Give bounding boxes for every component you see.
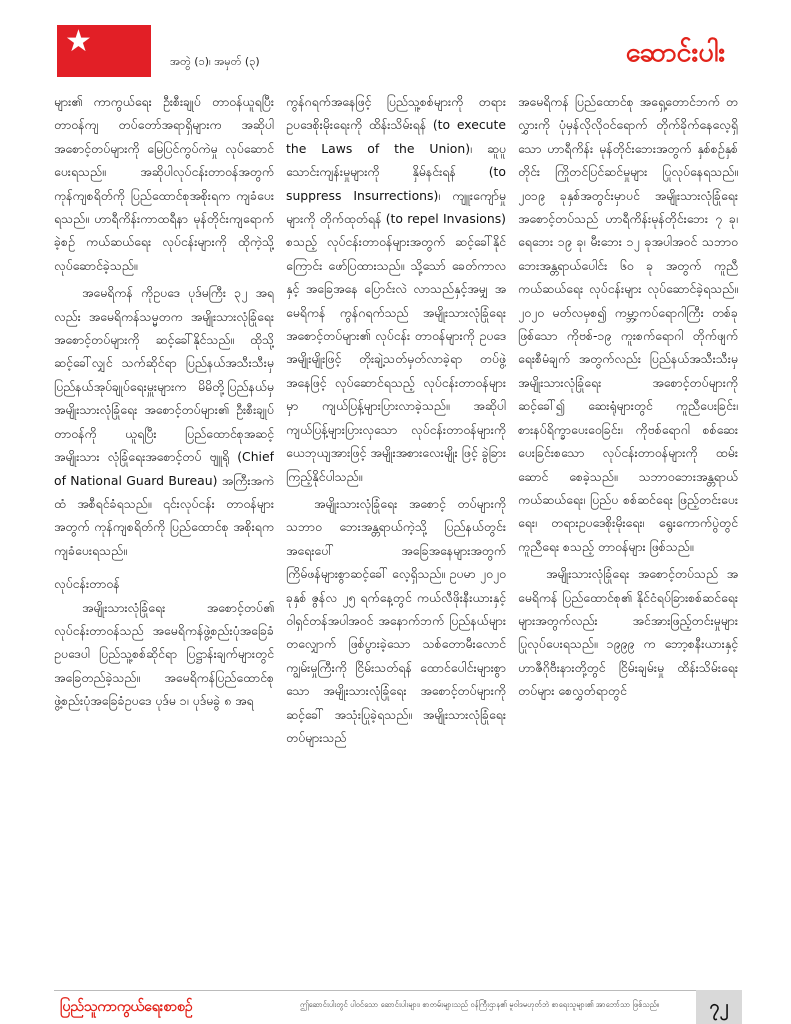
- paragraph: အမျိုးသားလုံခြုံရေး အစောင့်တပ်၏ လုပ်ငန်းတာဝန်သည် အမေရိကန်ဖွဲ့စည်းပုံအခြေခံဥပဒေပါ ပြည်သူ့စစ်ဆိုင်ရာ ပြဋ္ဌာန်းချက်များတွင် အခြေတည်ခဲ့သည်။ အမေရိကန်ပြည်ထောင်စုဖွဲ့စည်းပုံအခြေခံဥပဒေ ပုဒ်မ ၁၊ ပုဒ်မခွဲ ၈ အရ: [54, 599, 274, 709]
- article-column-1: [54, 90, 274, 890]
- footer-divider: [54, 990, 736, 991]
- footer-title: ပြည်သူကာကွယ်ရေးစာစဉ်: [60, 999, 193, 1015]
- star-icon: ★: [65, 24, 92, 59]
- paragraph: အမျိုးသားလုံခြုံရေး အစောင့်တပ်သည် အမေရိကန် ပြည်ထောင်စု၏ နိုင်ငံရပ်ခြားစစ်ဆင်ရေးများအတွက်လည်း အင်အားဖြည့်တင်းမှုများ ပြုလုပ်ပေးရသည်။ ၁၉၉၉ က ဘော့စနီးယားနှင့် ဟာဇီဂိုဗီးနားတို့တွင် ငြိမ်းချမ်းမှု ထိန်းသိမ်းရေးတပ်များ စေလွှတ်ရာတွင်: [518, 566, 738, 699]
- paragraph: အမေရိကန် ကိုဥပဒေ ပုဒ်မကြီး ၃၂ အရလည်း အမေရိကန်သမ္မတက အမျိုးသားလုံခြုံရေး အစောင့်တပ်များကို ဆင့်ခေါ်နိုင်သည်။ ထိုသို့ဆင့်ခေါ်လျှင် သက်ဆိုင်ရာ ပြည်နယ်အသီးသီးမှ ပြည်နယ်အုပ်ချုပ်ရေးမှူးများက မိမိတို့ပြည်နယ်မှ အမျိုးသားလုံခြုံရေး အစောင့်တပ်များ၏ ဦးစီးချုပ်တာဝန်ကို ယူရပြီး ပြည်ထောင်စုအဆင့် အမျိုးသား လုံခြုံရေးအစောင့်တပ် ဗျူရို (Chief of National Guard Bureau) အကြီးအကဲထံ အစီရင်ခံရသည်။ ၎င်းလုပ်ငန်း တာဝန်များအတွက် ကုန်ကျစရိတ်ကို ပြည်ထောင်စု အစိုးရက ကျခံပေးရသည်။: [54, 285, 274, 558]
- article-column-3: [518, 90, 738, 890]
- paragraph: များ၏ ကာကွယ်ရေး ဦးစီးချုပ် တာဝန်ယူရပြီး တာဝန်ကျ တပ်တော်အရာရှိများက အဆိုပါအစောင့်တပ်များကို မြေပြင်ကွပ်ကဲမှု လုပ်ဆောင်ပေးရသည်။ အဆိုပါလုပ်ငန်းတာဝန်အတွက် ကုန်ကျစရိတ်ကို ပြည်ထောင်စုအစိုးရက ကျခံပေးရသည်။ ဟာရီကိန်းကာထရီနာ မုန်တိုင်းကျရောက်ခဲ့စဉ် ကယ်ဆယ်ရေး လုပ်ငန်းများကို ထိုကဲ့သို့ လုပ်ဆောင်ခဲ့သည်။: [54, 94, 274, 273]
- page-number: ၇၂: [696, 990, 742, 1024]
- section-heading: လုပ်ငန်းတာဝန်: [54, 576, 120, 592]
- issue-number: အတွဲ (၁)၊ အမှတ် (၃): [170, 55, 260, 68]
- article-column-2: [286, 90, 506, 890]
- paragraph: အမျိုးသားလုံခြုံရေး အစောင့် တပ်များကို သဘာဝ ဘေးအန္တရာယ်ကဲ့သို့ ပြည်နယ်တွင်းအရေးပေါ် အခြေအနေများအတွက် ကြိမ်ဖန်များစွာဆင့်ခေါ် လေ့ရှိသည်။ ဥပမာ ၂၀၂၀ ခုနှစ် ဇွန်လ ၂၅ ရက်နေ့တွင် ကယ်လီဖိုးနီးယားနှင့် ဝါရှင်တန်အပါအဝင် အနောက်ဘက် ပြည်နယ်များ တလျှောက် ဖြစ်ပွားခဲ့သော သစ်တောမီးလောင်ကျွမ်းမှုကြီးကို ငြိမ်းသတ်ရန် ထောင်ပေါင်းများစွာသော အမျိုးသားလုံခြုံရေး အစောင့်တပ်များကို ဆင့်ခေါ် အသုံးပြုခဲ့ရသည်။ အမျိုးသားလုံခြုံရေး တပ်များသည်: [286, 495, 506, 745]
- flag: [57, 25, 151, 77]
- masthead-title: ဆောင်းပါး: [625, 37, 726, 68]
- paragraph: ကွန်ဂရက်အနေဖြင့် ပြည်သူ့စစ်များကို တရားဥပဒေစိုးမိုးရေးကို ထိန်းသိမ်းရန် (to execute the Laws of the Union)၊ ဆူပူ သောင်းကျန်းမှုများကို နှိမ်နင်းရန် (to suppress Insurrections)၊ ကျူးကျော်မှုများကို တိုက်ထုတ်ရန် (to repel Invasions) စသည့် လုပ်ငန်းတာဝန်များအတွက် ဆင့်ခေါ်နိုင်ကြောင်း ဖော်ပြထားသည်။ သို့သော် ခေတ်ကာလနှင့် အခြေအနေ ပြောင်းလဲ လာသည်နှင့်အမျှ အမေရိကန် ကွန်ဂရက်သည် အမျိုးသားလုံခြုံရေး အစောင့်တပ်များ၏ လုပ်ငန်း တာဝန်များကို ဥပဒေ အမျိုးမျိုးဖြင့် တိုးချဲ့သတ်မှတ်လာခဲ့ရာ တပ်ဖွဲ့ အနေဖြင့် လုပ်ဆောင်ရသည့် လုပ်ငန်းတာဝန်များမှာ ကျယ်ပြန့်များပြားလာခဲ့သည်။ အဆိုပါ ကျယ်ပြန့်များပြားလှသော လုပ်ငန်းတာဝန်များကို ယေဘုယျအားဖြင့် အမျိုးအစားလေးမျိုး ဖြင့် ခွဲခြား ကြည့်နိုင်ပါသည်။: [286, 94, 506, 484]
- paragraph: အမေရိကန် ပြည်ထောင်စု အရှေ့တောင်ဘက် တလွှားကို ပုံမှန်လိုလိုဝင်ရောက် တိုက်ခိုက်နေလေ့ရှိသော ဟာရီကိန်း မုန်တိုင်းဘေးအတွက် နှစ်စဉ်နှစ်တိုင်း ကြိုတင်ပြင်ဆင်မှုများ ပြုလုပ်နေရသည်။ ၂၀၁၉ ခုနှစ်အတွင်းမှာပင် အမျိုးသားလုံခြုံရေး အစောင့်တပ်သည် ဟာရီကိန်းမုန်တိုင်းဘေး ၇ ခု၊ ရေဘေး ၁၉ ခု၊ မီးဘေး ၁၂ ခုအပါအဝင် သဘာဝဘေးအန္တရာယ်ပေါင်း ၆၀ ခု အတွက် ကူညီကယ်ဆယ်ရေး လုပ်ငန်းများ လုပ်ဆောင်ခဲ့ရသည်။ ၂၀၂၀ မတ်လမှစ၍ ကမ္ဘာ့ကပ်ရောဂါကြီး တစ်ခုဖြစ်သော ကိုဗစ်-၁၉ ကူးစက်ရောဂါ တိုက်ဖျက်ရေးစီမံချက် အတွက်လည်း ပြည်နယ်အသီးသီးမှ အမျိုးသားလုံခြုံရေး အစောင့်တပ်များကို ဆင့်ခေါ်၍ ဆေးရုံများတွင် ကူညီပေးခြင်း၊ စားနပ်ရိက္ခာပေးဝေခြင်း၊ ကိုဗစ်ရောဂါ စစ်ဆေး ပေးခြင်းစသော လုပ်ငန်းတာဝန်များကို ထမ်းဆောင် စေခဲ့သည်။ သဘာဝဘေးအန္တရာယ် ကယ်ဆယ်ရေး၊ ပြည်ပ စစ်ဆင်ရေး ဖြည့်တင်းပေးရေး၊ တရားဥပဒေစိုးမိုးရေး၊ ရွေးကောက်ပွဲတွင် ကူညီရေး စသည့် တာဝန်များ ဖြစ်သည်။: [518, 94, 738, 554]
- footer-note: ဤဆောင်းပါးတွင် ပါဝင်သော ဆောင်းပါးများ၊ စာတမ်းများသည် ဝန်ကြီးဌာန၏ မူဝါဒမဟုတ်ဘဲ စာရေးသူများ၏ အာဘော်သာ ဖြစ်သည်။: [300, 1000, 660, 1009]
